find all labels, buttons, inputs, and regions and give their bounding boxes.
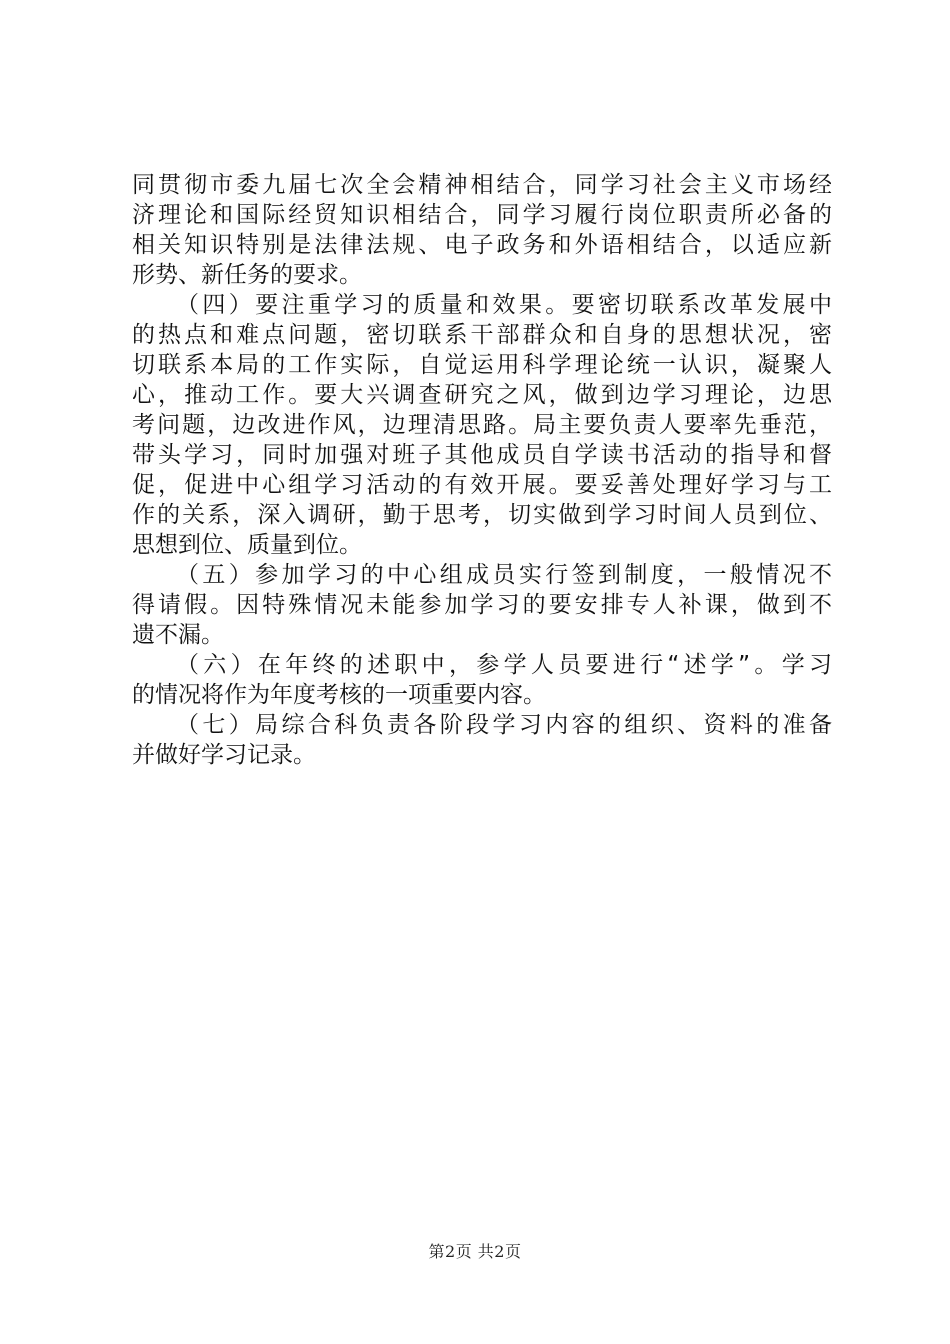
text-line: 思想到位、质量到位。	[132, 532, 362, 558]
text-line: 相关知识特别是法律法规、电子政务和外语相结合，以适应新	[132, 232, 832, 258]
text-line: 心，推动工作。要大兴调查研究之风，做到边学习理论，边思	[132, 382, 832, 408]
text-line: （六）在年终的述职中，参学人员要进行“述学”。学习	[176, 652, 832, 678]
text-line: 考问题，边改进作风，边理清思路。局主要负责人要率先垂范，	[132, 412, 832, 438]
text-line: 济理论和国际经贸知识相结合，同学习履行岗位职责所必备的	[132, 202, 832, 228]
body-text	[132, 170, 832, 770]
text-line: 并做好学习记录。	[132, 742, 316, 768]
text-line: （四）要注重学习的质量和效果。要密切联系改革发展中	[176, 292, 832, 318]
page-number-footer: 第2页 共2页	[428, 1242, 522, 1261]
text-line: 切联系本局的工作实际，自觉运用科学理论统一认识，凝聚人	[132, 352, 832, 378]
text-line: 得请假。因特殊情况未能参加学习的要安排专人补课，做到不	[132, 592, 832, 618]
text-line: 遗不漏。	[132, 622, 224, 648]
text-line: （七）局综合科负责各阶段学习内容的组织、资料的准备	[176, 712, 832, 738]
text-line: 的情况将作为年度考核的一项重要内容。	[132, 682, 546, 708]
text-line: 作的关系，深入调研，勤于思考，切实做到学习时间人员到位、	[132, 502, 832, 528]
text-line: 促，促进中心组学习活动的有效开展。要妥善处理好学习与工	[132, 472, 832, 498]
text-line: 的热点和难点问题，密切联系干部群众和自身的思想状况，密	[132, 322, 832, 348]
text-line: （五）参加学习的中心组成员实行签到制度，一般情况不	[176, 562, 832, 588]
text-line: 同贯彻市委九届七次全会精神相结合，同学习社会主义市场经	[132, 172, 832, 198]
text-line: 带头学习，同时加强对班子其他成员自学读书活动的指导和督	[132, 442, 832, 468]
text-line: 形势、新任务的要求。	[132, 262, 362, 288]
